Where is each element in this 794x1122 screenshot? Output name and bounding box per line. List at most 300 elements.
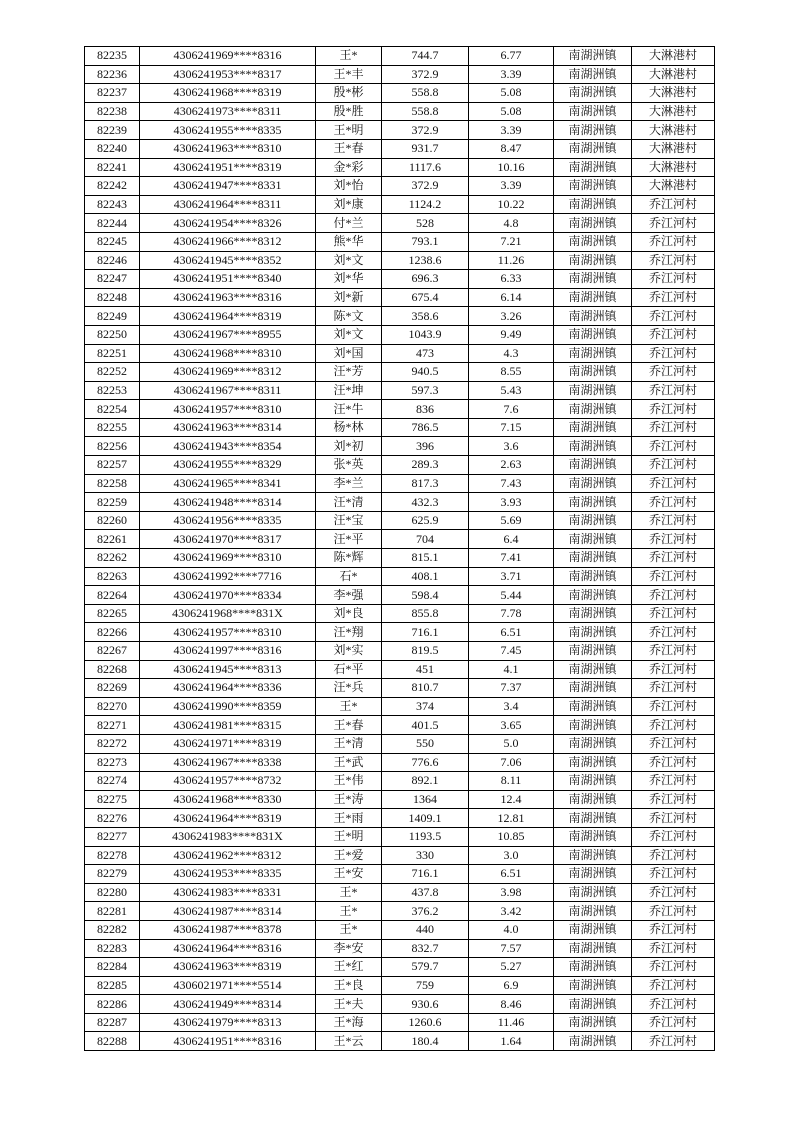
cell-name: 李*兰: [316, 474, 382, 493]
cell-town: 南湖洲镇: [554, 139, 632, 158]
cell-amount: 776.6: [382, 753, 469, 772]
cell-area: 3.71: [469, 567, 554, 586]
cell-amount: 376.2: [382, 902, 469, 921]
cell-name: 杨*林: [316, 418, 382, 437]
cell-name: 汪*牛: [316, 400, 382, 419]
cell-name: 王*红: [316, 958, 382, 977]
cell-id-number: 4306241955****8335: [140, 121, 316, 140]
cell-name: 汪*坤: [316, 381, 382, 400]
cell-name: 王*: [316, 47, 382, 66]
cell-serial: 82253: [85, 381, 140, 400]
cell-id-number: 4306241983****8331: [140, 883, 316, 902]
table-row: [85, 734, 715, 753]
cell-area: 5.44: [469, 586, 554, 605]
cell-name: 陈*辉: [316, 549, 382, 568]
cell-area: 3.39: [469, 65, 554, 84]
cell-town: 南湖洲镇: [554, 1013, 632, 1032]
cell-village: 乔江河村: [632, 363, 715, 382]
cell-town: 南湖洲镇: [554, 549, 632, 568]
cell-id-number: 4306241973****8311: [140, 102, 316, 121]
cell-name: 刘*文: [316, 325, 382, 344]
cell-amount: 892.1: [382, 772, 469, 791]
cell-id-number: 4306241957****8310: [140, 400, 316, 419]
cell-id-number: 4306241957****8732: [140, 772, 316, 791]
cell-town: 南湖洲镇: [554, 567, 632, 586]
cell-amount: 372.9: [382, 121, 469, 140]
table-row: [85, 883, 715, 902]
cell-town: 南湖洲镇: [554, 642, 632, 661]
cell-id-number: 4306241968****8330: [140, 790, 316, 809]
cell-town: 南湖洲镇: [554, 121, 632, 140]
cell-town: 南湖洲镇: [554, 158, 632, 177]
cell-id-number: 4306241969****8312: [140, 363, 316, 382]
cell-area: 8.47: [469, 139, 554, 158]
table-row: [85, 530, 715, 549]
cell-area: 3.65: [469, 716, 554, 735]
cell-serial: 82257: [85, 456, 140, 475]
cell-village: 大淋港村: [632, 158, 715, 177]
cell-area: 11.26: [469, 251, 554, 270]
table-row: [85, 549, 715, 568]
cell-town: 南湖洲镇: [554, 177, 632, 196]
cell-name: 王*雨: [316, 809, 382, 828]
cell-amount: 1409.1: [382, 809, 469, 828]
cell-serial: 82267: [85, 642, 140, 661]
cell-town: 南湖洲镇: [554, 772, 632, 791]
cell-id-number: 4306241997****8316: [140, 642, 316, 661]
cell-area: 8.11: [469, 772, 554, 791]
cell-area: 4.8: [469, 214, 554, 233]
cell-amount: 289.3: [382, 456, 469, 475]
cell-area: 6.4: [469, 530, 554, 549]
cell-id-number: 4306241967****8338: [140, 753, 316, 772]
table-row: [85, 474, 715, 493]
cell-serial: 82242: [85, 177, 140, 196]
cell-id-number: 4306241945****8352: [140, 251, 316, 270]
cell-town: 南湖洲镇: [554, 456, 632, 475]
cell-id-number: 4306241963****8310: [140, 139, 316, 158]
cell-area: 3.42: [469, 902, 554, 921]
cell-amount: 432.3: [382, 493, 469, 512]
cell-name: 张*英: [316, 456, 382, 475]
cell-area: 1.64: [469, 1032, 554, 1051]
cell-serial: 82251: [85, 344, 140, 363]
table-row: [85, 865, 715, 884]
cell-village: 大淋港村: [632, 139, 715, 158]
cell-id-number: 4306241969****8310: [140, 549, 316, 568]
table-row: [85, 679, 715, 698]
cell-id-number: 4306241987****8314: [140, 902, 316, 921]
cell-town: 南湖洲镇: [554, 883, 632, 902]
cell-town: 南湖洲镇: [554, 995, 632, 1014]
cell-town: 南湖洲镇: [554, 307, 632, 326]
cell-village: 乔江河村: [632, 381, 715, 400]
cell-village: 乔江河村: [632, 790, 715, 809]
cell-serial: 82275: [85, 790, 140, 809]
table-row: [85, 214, 715, 233]
cell-serial: 82236: [85, 65, 140, 84]
cell-village: 乔江河村: [632, 772, 715, 791]
cell-village: 乔江河村: [632, 270, 715, 289]
cell-serial: 82261: [85, 530, 140, 549]
cell-area: 3.26: [469, 307, 554, 326]
cell-serial: 82283: [85, 939, 140, 958]
cell-area: 7.37: [469, 679, 554, 698]
cell-village: 乔江河村: [632, 530, 715, 549]
cell-town: 南湖洲镇: [554, 288, 632, 307]
cell-town: 南湖洲镇: [554, 623, 632, 642]
cell-village: 大淋港村: [632, 102, 715, 121]
cell-name: 王*涛: [316, 790, 382, 809]
table-row: [85, 976, 715, 995]
cell-amount: 744.7: [382, 47, 469, 66]
cell-serial: 82263: [85, 567, 140, 586]
cell-town: 南湖洲镇: [554, 1032, 632, 1051]
cell-id-number: 4306241964****8336: [140, 679, 316, 698]
cell-town: 南湖洲镇: [554, 363, 632, 382]
cell-area: 4.0: [469, 920, 554, 939]
cell-id-number: 4306241970****8317: [140, 530, 316, 549]
cell-amount: 832.7: [382, 939, 469, 958]
cell-serial: 82239: [85, 121, 140, 140]
cell-name: 殷*胜: [316, 102, 382, 121]
cell-town: 南湖洲镇: [554, 400, 632, 419]
cell-id-number: 4306241968****831X: [140, 604, 316, 623]
cell-name: 王*: [316, 883, 382, 902]
cell-name: 刘*文: [316, 251, 382, 270]
table-row: [85, 995, 715, 1014]
cell-town: 南湖洲镇: [554, 809, 632, 828]
cell-id-number: 4306241969****8316: [140, 47, 316, 66]
table-row: [85, 642, 715, 661]
cell-name: 汪*芳: [316, 363, 382, 382]
table-row: [85, 84, 715, 103]
cell-area: 3.6: [469, 437, 554, 456]
cell-town: 南湖洲镇: [554, 790, 632, 809]
cell-village: 乔江河村: [632, 474, 715, 493]
cell-amount: 786.5: [382, 418, 469, 437]
cell-area: 3.39: [469, 121, 554, 140]
cell-village: 乔江河村: [632, 604, 715, 623]
cell-amount: 815.1: [382, 549, 469, 568]
cell-area: 4.3: [469, 344, 554, 363]
cell-village: 乔江河村: [632, 958, 715, 977]
table-row: [85, 177, 715, 196]
cell-village: 乔江河村: [632, 1013, 715, 1032]
cell-village: 乔江河村: [632, 865, 715, 884]
cell-village: 乔江河村: [632, 697, 715, 716]
cell-serial: 82274: [85, 772, 140, 791]
cell-amount: 597.3: [382, 381, 469, 400]
cell-village: 乔江河村: [632, 195, 715, 214]
cell-village: 乔江河村: [632, 920, 715, 939]
cell-name: 王*云: [316, 1032, 382, 1051]
cell-amount: 716.1: [382, 865, 469, 884]
cell-serial: 82262: [85, 549, 140, 568]
cell-area: 11.46: [469, 1013, 554, 1032]
cell-town: 南湖洲镇: [554, 530, 632, 549]
cell-name: 刘*良: [316, 604, 382, 623]
cell-village: 乔江河村: [632, 939, 715, 958]
table-row: [85, 846, 715, 865]
cell-amount: 358.6: [382, 307, 469, 326]
cell-serial: 82278: [85, 846, 140, 865]
cell-village: 乔江河村: [632, 344, 715, 363]
cell-area: 7.78: [469, 604, 554, 623]
cell-town: 南湖洲镇: [554, 474, 632, 493]
cell-village: 乔江河村: [632, 902, 715, 921]
cell-id-number: 4306241971****8319: [140, 734, 316, 753]
cell-id-number: 4306241951****8316: [140, 1032, 316, 1051]
cell-village: 大淋港村: [632, 177, 715, 196]
cell-serial: 82250: [85, 325, 140, 344]
cell-amount: 451: [382, 660, 469, 679]
cell-amount: 1238.6: [382, 251, 469, 270]
cell-amount: 372.9: [382, 177, 469, 196]
cell-area: 3.39: [469, 177, 554, 196]
cell-serial: 82244: [85, 214, 140, 233]
cell-serial: 82237: [85, 84, 140, 103]
cell-village: 乔江河村: [632, 307, 715, 326]
table-row: [85, 902, 715, 921]
cell-area: 7.45: [469, 642, 554, 661]
cell-area: 9.49: [469, 325, 554, 344]
cell-id-number: 4306241943****8354: [140, 437, 316, 456]
cell-village: 乔江河村: [632, 511, 715, 530]
cell-town: 南湖洲镇: [554, 325, 632, 344]
cell-area: 7.15: [469, 418, 554, 437]
cell-id-number: 4306021971****5514: [140, 976, 316, 995]
cell-name: 刘*实: [316, 642, 382, 661]
cell-area: 10.22: [469, 195, 554, 214]
cell-town: 南湖洲镇: [554, 102, 632, 121]
cell-village: 乔江河村: [632, 642, 715, 661]
table-row: [85, 158, 715, 177]
cell-id-number: 4306241945****8313: [140, 660, 316, 679]
cell-name: 王*明: [316, 121, 382, 140]
cell-town: 南湖洲镇: [554, 660, 632, 679]
cell-area: 5.0: [469, 734, 554, 753]
table-row: [85, 121, 715, 140]
cell-name: 殷*彬: [316, 84, 382, 103]
cell-amount: 396: [382, 437, 469, 456]
table-row: [85, 660, 715, 679]
cell-village: 乔江河村: [632, 325, 715, 344]
cell-serial: 82272: [85, 734, 140, 753]
table-row: [85, 623, 715, 642]
table-row: [85, 753, 715, 772]
cell-name: 付*兰: [316, 214, 382, 233]
cell-id-number: 4306241967****8311: [140, 381, 316, 400]
cell-amount: 437.8: [382, 883, 469, 902]
table-row: [85, 604, 715, 623]
cell-village: 乔江河村: [632, 214, 715, 233]
cell-amount: 1364: [382, 790, 469, 809]
cell-amount: 836: [382, 400, 469, 419]
cell-name: 汪*清: [316, 493, 382, 512]
cell-name: 汪*翔: [316, 623, 382, 642]
cell-town: 南湖洲镇: [554, 920, 632, 939]
cell-serial: 82264: [85, 586, 140, 605]
cell-serial: 82279: [85, 865, 140, 884]
cell-amount: 759: [382, 976, 469, 995]
cell-serial: 82240: [85, 139, 140, 158]
cell-name: 熊*华: [316, 232, 382, 251]
cell-amount: 440: [382, 920, 469, 939]
table-row: [85, 344, 715, 363]
cell-village: 乔江河村: [632, 586, 715, 605]
cell-village: 乔江河村: [632, 623, 715, 642]
cell-village: 大淋港村: [632, 65, 715, 84]
cell-area: 2.63: [469, 456, 554, 475]
cell-village: 大淋港村: [632, 121, 715, 140]
cell-area: 10.16: [469, 158, 554, 177]
cell-serial: 82285: [85, 976, 140, 995]
cell-serial: 82235: [85, 47, 140, 66]
cell-amount: 1117.6: [382, 158, 469, 177]
cell-id-number: 4306241964****8311: [140, 195, 316, 214]
cell-name: 王*伟: [316, 772, 382, 791]
table-row: [85, 1013, 715, 1032]
cell-village: 乔江河村: [632, 437, 715, 456]
cell-id-number: 4306241967****8955: [140, 325, 316, 344]
cell-name: 王*良: [316, 976, 382, 995]
cell-name: 王*: [316, 902, 382, 921]
cell-town: 南湖洲镇: [554, 195, 632, 214]
cell-amount: 819.5: [382, 642, 469, 661]
table-row: [85, 251, 715, 270]
cell-amount: 810.7: [382, 679, 469, 698]
cell-name: 陈*文: [316, 307, 382, 326]
cell-village: 乔江河村: [632, 995, 715, 1014]
table-row: [85, 511, 715, 530]
cell-area: 12.4: [469, 790, 554, 809]
cell-id-number: 4306241963****8314: [140, 418, 316, 437]
table-row: [85, 65, 715, 84]
table-row: [85, 325, 715, 344]
cell-id-number: 4306241966****8312: [140, 232, 316, 251]
cell-name: 刘*初: [316, 437, 382, 456]
cell-id-number: 4306241970****8334: [140, 586, 316, 605]
cell-amount: 675.4: [382, 288, 469, 307]
table-row: [85, 363, 715, 382]
cell-amount: 372.9: [382, 65, 469, 84]
cell-town: 南湖洲镇: [554, 939, 632, 958]
table-row: [85, 716, 715, 735]
cell-serial: 82277: [85, 827, 140, 846]
cell-amount: 1260.6: [382, 1013, 469, 1032]
cell-area: 4.1: [469, 660, 554, 679]
cell-town: 南湖洲镇: [554, 604, 632, 623]
table-row: [85, 288, 715, 307]
cell-name: 刘*新: [316, 288, 382, 307]
cell-amount: 817.3: [382, 474, 469, 493]
cell-serial: 82258: [85, 474, 140, 493]
cell-id-number: 4306241964****8319: [140, 809, 316, 828]
cell-town: 南湖洲镇: [554, 437, 632, 456]
cell-id-number: 4306241947****8331: [140, 177, 316, 196]
cell-id-number: 4306241962****8312: [140, 846, 316, 865]
cell-serial: 82252: [85, 363, 140, 382]
cell-id-number: 4306241953****8335: [140, 865, 316, 884]
cell-name: 王*: [316, 920, 382, 939]
cell-serial: 82246: [85, 251, 140, 270]
cell-name: 王*清: [316, 734, 382, 753]
cell-village: 大淋港村: [632, 84, 715, 103]
cell-area: 5.43: [469, 381, 554, 400]
cell-serial: 82256: [85, 437, 140, 456]
cell-serial: 82259: [85, 493, 140, 512]
cell-village: 乔江河村: [632, 716, 715, 735]
table-row: [85, 790, 715, 809]
cell-serial: 82282: [85, 920, 140, 939]
cell-amount: 1193.5: [382, 827, 469, 846]
cell-amount: 408.1: [382, 567, 469, 586]
cell-town: 南湖洲镇: [554, 846, 632, 865]
cell-village: 乔江河村: [632, 846, 715, 865]
cell-name: 刘*怡: [316, 177, 382, 196]
cell-amount: 330: [382, 846, 469, 865]
cell-town: 南湖洲镇: [554, 697, 632, 716]
cell-town: 南湖洲镇: [554, 734, 632, 753]
cell-area: 6.14: [469, 288, 554, 307]
cell-name: 王*明: [316, 827, 382, 846]
table-row: [85, 493, 715, 512]
table-row: [85, 697, 715, 716]
cell-serial: 82269: [85, 679, 140, 698]
cell-area: 5.08: [469, 84, 554, 103]
cell-id-number: 4306241964****8319: [140, 307, 316, 326]
table-row: [85, 567, 715, 586]
table-row: [85, 418, 715, 437]
data-table: [84, 46, 715, 1051]
table-row: [85, 47, 715, 66]
cell-town: 南湖洲镇: [554, 344, 632, 363]
cell-id-number: 4306241955****8329: [140, 456, 316, 475]
cell-serial: 82287: [85, 1013, 140, 1032]
cell-area: 5.69: [469, 511, 554, 530]
cell-name: 王*春: [316, 139, 382, 158]
cell-amount: 180.4: [382, 1032, 469, 1051]
cell-serial: 82284: [85, 958, 140, 977]
table-row: [85, 772, 715, 791]
cell-village: 乔江河村: [632, 549, 715, 568]
table-row: [85, 586, 715, 605]
cell-name: 金*彩: [316, 158, 382, 177]
table-row: [85, 102, 715, 121]
cell-id-number: 4306241992****7716: [140, 567, 316, 586]
cell-area: 7.41: [469, 549, 554, 568]
cell-town: 南湖洲镇: [554, 586, 632, 605]
cell-id-number: 4306241948****8314: [140, 493, 316, 512]
cell-area: 3.98: [469, 883, 554, 902]
cell-id-number: 4306241964****8316: [140, 939, 316, 958]
cell-village: 乔江河村: [632, 660, 715, 679]
cell-serial: 82288: [85, 1032, 140, 1051]
cell-village: 乔江河村: [632, 456, 715, 475]
cell-area: 6.9: [469, 976, 554, 995]
cell-id-number: 4306241981****8315: [140, 716, 316, 735]
cell-town: 南湖洲镇: [554, 827, 632, 846]
cell-area: 6.51: [469, 865, 554, 884]
cell-amount: 1043.9: [382, 325, 469, 344]
cell-town: 南湖洲镇: [554, 47, 632, 66]
table-row: [85, 939, 715, 958]
cell-serial: 82245: [85, 232, 140, 251]
cell-serial: 82247: [85, 270, 140, 289]
cell-town: 南湖洲镇: [554, 381, 632, 400]
table-row: [85, 437, 715, 456]
